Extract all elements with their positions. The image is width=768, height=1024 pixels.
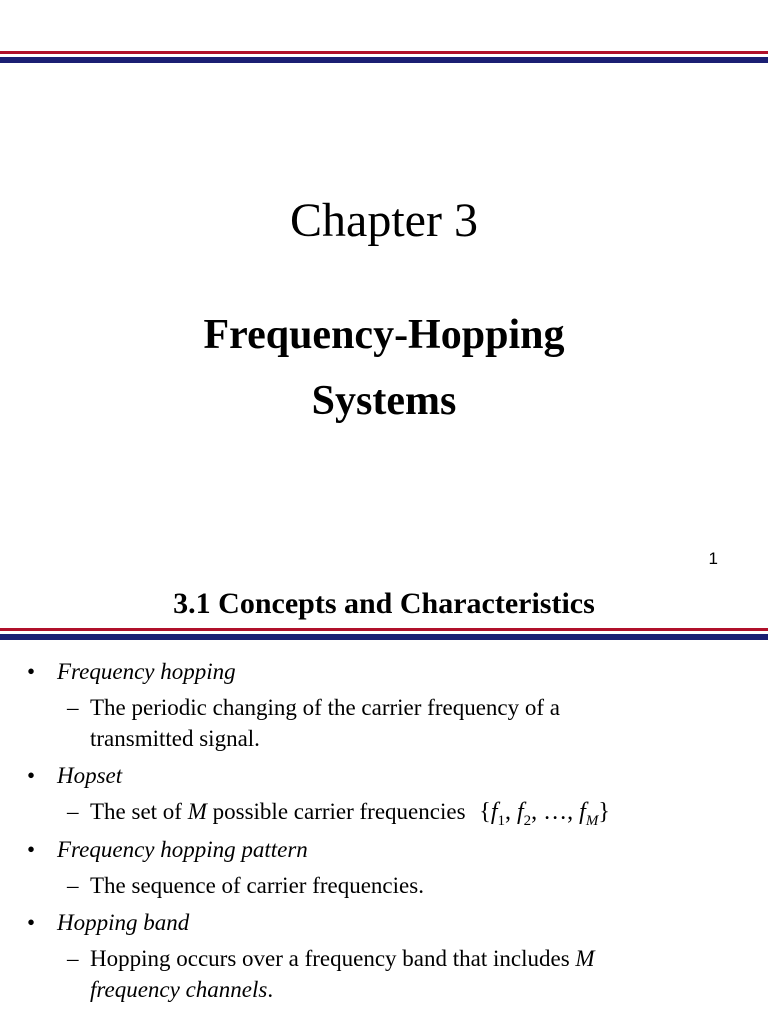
definition-text-post: possible carrier frequencies <box>206 799 466 824</box>
term-frequency-hopping-pattern <box>0 834 768 866</box>
definition-frequency-hopping-pattern <box>0 870 768 901</box>
bullet-icon: • <box>27 837 36 862</box>
definition-text: The periodic changing of the carrier frequency of a transmitted signal. <box>90 695 560 751</box>
frequency-set-formula: {$f_1$, $f_2$, …, $f_M$} <box>479 799 610 829</box>
definition-text-end: . <box>267 977 274 1002</box>
definition-text-italic: frequency channels <box>90 977 268 1002</box>
term-label: Frequency hopping pattern <box>57 837 308 862</box>
term-hopping-band <box>0 907 768 939</box>
definition-hopset <box>0 796 768 828</box>
top-rule <box>0 51 768 63</box>
section-title: 3.1 Concepts and Characteristics <box>173 587 595 620</box>
dash-icon: – <box>67 695 79 720</box>
dash-icon: – <box>67 946 79 971</box>
definition-frequency-hopping <box>0 692 768 754</box>
bullet-icon: • <box>27 763 36 788</box>
definition-hopping-band <box>0 943 768 1005</box>
bullet-list <box>0 656 768 1005</box>
definition-text: The sequence of carrier frequencies. <box>90 873 424 898</box>
term-hopset <box>0 760 768 792</box>
slide-title-line-1: Frequency-Hopping <box>203 312 565 358</box>
page-number: 1 <box>708 549 718 568</box>
term-label: Frequency hopping <box>57 659 236 684</box>
bullet-icon: • <box>27 910 36 935</box>
definition-text-pre: Hopping occurs over a frequency band that includes <box>90 946 576 971</box>
term-label: Hopping band <box>57 910 190 935</box>
dash-icon: – <box>67 873 79 898</box>
variable-m: M <box>187 799 207 824</box>
term-frequency-hopping <box>0 656 768 688</box>
chapter-title: Chapter 3 <box>290 194 478 247</box>
dash-icon: – <box>67 799 79 824</box>
term-label: Hopset <box>57 763 123 788</box>
section-rule <box>0 628 768 640</box>
slide-title-line-2: Systems <box>311 378 457 424</box>
definition-text-pre: The set of <box>90 799 188 824</box>
slide-title <box>0 302 768 434</box>
bullet-icon: • <box>27 659 36 684</box>
variable-m: M <box>575 946 595 971</box>
